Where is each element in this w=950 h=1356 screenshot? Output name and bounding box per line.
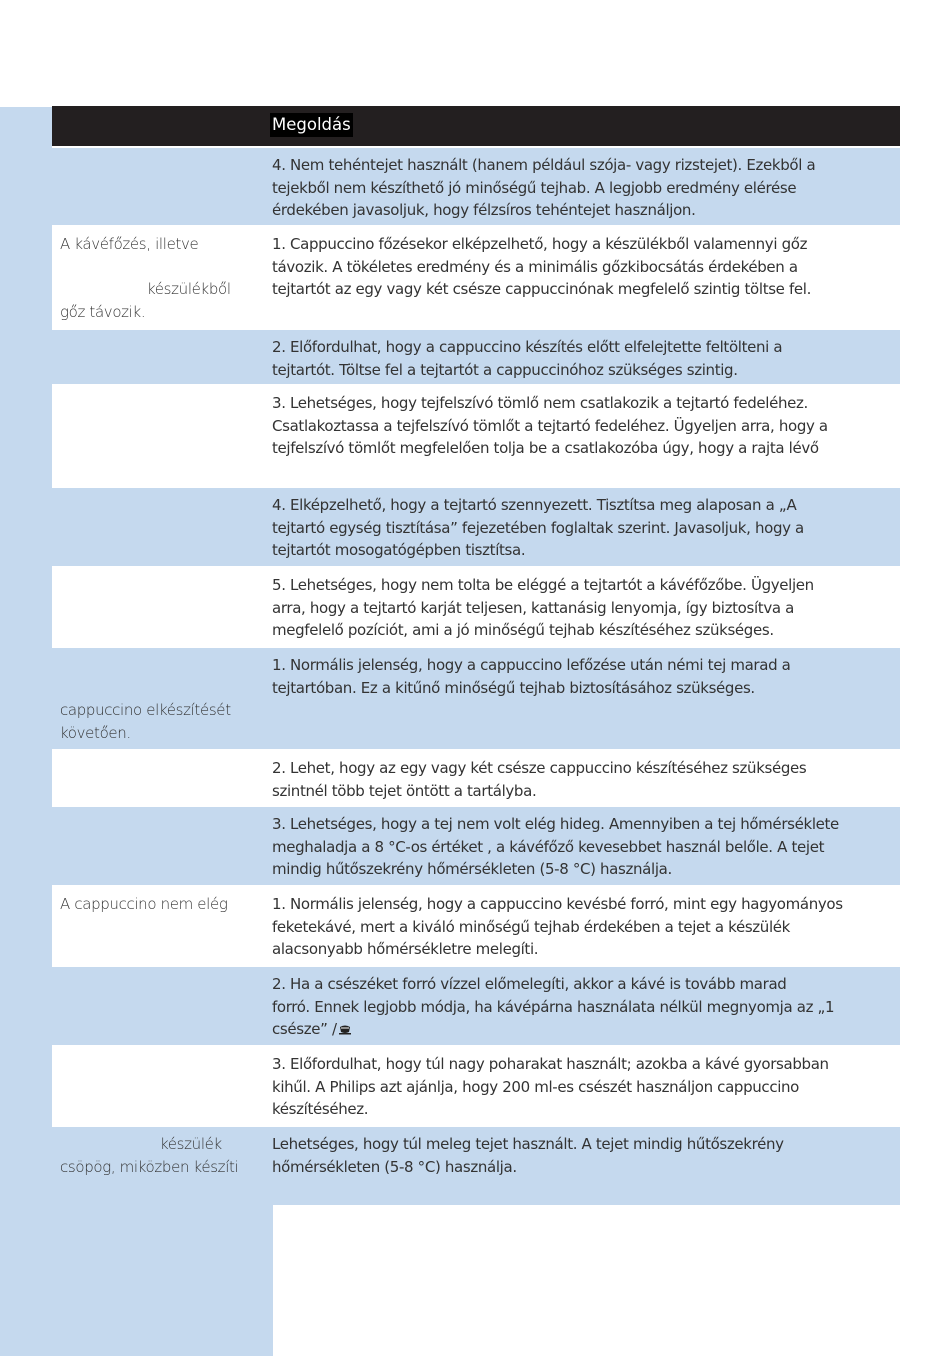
table-row [52,330,900,384]
solution-cell: 3. Előfordulhat, hogy túl nagy poharakat használt; azokba a kávé gyorsabban kihűl. A Philips azt ajánlja, hogy 200 ml-es csészét használjon cappuccino készítéséhez. [272,1055,829,1118]
cause-line: A kávéfőzés, illetve [60,235,199,253]
table-row [52,488,900,566]
cause-line: A cappuccino nem elég [60,895,228,913]
table-row [52,1127,900,1205]
cause-line-blank [60,256,260,279]
cause-line: követően. [60,723,131,742]
table-row [52,887,900,965]
table-header [52,106,900,146]
table-row [52,751,900,805]
coffee-cup-icon [339,1024,351,1035]
table-row [52,227,900,328]
bottom-left-band [0,1205,273,1356]
solution-cell: Lehetséges, hogy túl meleg tejet használt. A tejet mindig hűtőszekrény hőmérsékleten (5-8 °C) használja. [272,1135,784,1176]
solution-cell: 1. Normális jelenség, hogy a cappuccino kevésbé forró, mint egy hagyományos feketekávé, mert a kiváló minőségű tejhab érdekében a tejet a készülék alacsonyabb hőmérsékletre melegíti. [272,895,843,958]
table-row [52,967,900,1045]
solution-column-header: Megoldás [270,113,353,137]
troubleshooting-table [52,106,900,1205]
cause-cell [60,654,260,744]
solution-cell: 3. Lehetséges, hogy tejfelszívó tömlő nem csatlakozik a tejtartó fedeléhez. Csatlakoztassa a tejfelszívó tömlőt a tejtartó fedeléhez. Ügyeljen arra, hogy a tejfelszívó tömlőt megfelelően tolja be a csatlakozóba úgy, hogy a rajta lévő [272,394,828,457]
solution-cell: 2. Lehet, hogy az egy vagy két csésze cappuccino készítéséhez szükséges szintnél több tejet öntött a tartályba. [272,759,807,800]
solution-cell: 1. Cappuccino főzésekor elképzelhető, hogy a készülékből valamennyi gőz távozik. A tökéletes eredmény és a minimális gőzkibocsátás érdekében a tejtartót az egy vagy két csésze cappuccinónak megfelelő szintig töltse fel. [272,235,812,298]
cause-cell [60,1133,260,1178]
solution-cell: 3. Lehetséges, hogy a tej nem volt elég hideg. Amennyiben a tej hőmérséklete meghaladja a 8 °C-os értéket , a kávéfőző kevesebbet használ belőle. A tejet mindig hűtőszekrény hőmérsékleten (5-8 °C) használja. [272,815,839,878]
cause-line-blank [60,654,260,699]
solution-cell: 4. Elképzelhető, hogy a tejtartó szennyezett. Tisztítsa meg alaposan a „A tejtartó egység tisztítása” fejezetében foglaltak szerint. Javasoljuk, hogy a tejtartót mosogatógépben tisztítsa. [272,496,804,559]
cause-cell [60,893,260,916]
solution-cell: 4. Nem tehéntejet használt (hanem például szója- vagy rizstejet). Ezekből a tejekből nem készíthető jó minőségű tejhab. A legjobb eredmény elérése érdekében javasoljuk, hogy félzsíros tehéntejet használjon. [272,156,816,219]
solution-cell: 5. Lehetséges, hogy nem tolta be eléggé a tejtartót a kávéfőzőbe. Ügyeljen arra, hogy a tejtartó karját teljesen, kattanásig lenyomja, így biztosítva a megfelelő pozíciót, ami a jó minőségű tejhab készítéséhez szükséges. [272,576,814,639]
cause-line: készülék [160,1135,222,1153]
table-row [52,148,900,225]
table-row [52,568,900,646]
cause-line: gőz távozik. [60,302,146,321]
solution-cell [272,973,897,1041]
cause-line: csöpög, miközben készíti [60,1157,239,1176]
cause-line: készülékből [147,280,231,298]
cause-cell [60,233,260,323]
solution-cell: 1. Normális jelenség, hogy a cappuccino lefőzése után némi tej marad a tejtartóban. Ez a kitűnő minőségű tejhab biztosításához szükséges. [272,656,791,697]
table-row [52,648,900,749]
solution-cell: 2. Előfordulhat, hogy a cappuccino készítés előtt elfelejtette feltölteni a tejtartót. Töltse fel a tejtartót a cappuccinóhoz szükséges szintig. [272,338,783,379]
cause-line: cappuccino elkészítését [60,701,231,719]
table-row [52,386,900,486]
left-margin-band [0,107,52,1356]
table-row [52,1047,900,1125]
table-row [52,807,900,885]
solution-text: 2. Ha a csészéket forró vízzel előmelegíti, akkor a kávé is tovább marad forró. Ennek legjobb módja, ha kávépárna használata nélkül megnyomja az „1 csésze” / [272,975,835,1038]
